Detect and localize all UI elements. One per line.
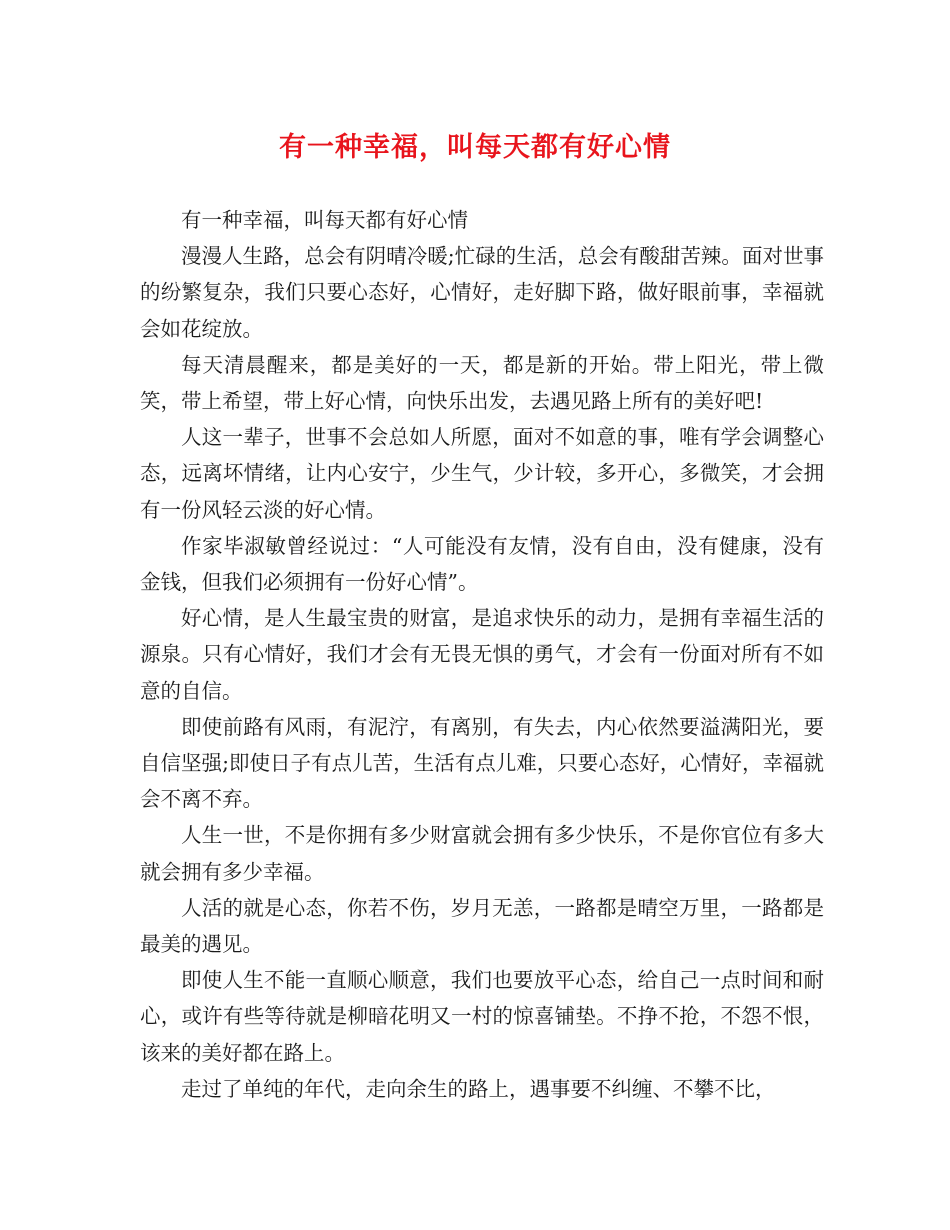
paragraph: 有一种幸福，叫每天都有好心情 bbox=[181, 208, 468, 232]
paragraph: 即使人生不能一直顺心顺意，我们也要放平心态，给自己一点时间和耐心，或许有些等待就是柳暗花明又一村的惊喜铺垫。不挣不抢，不怨不恨，该来的美好都在路上。 bbox=[140, 968, 824, 1065]
paragraph: 作家毕淑敏曾经说过：“人可能没有友情，没有自由，没有健康，没有金钱，但我们必须拥有一份好心情”。 bbox=[140, 533, 824, 595]
paragraph: 漫漫人生路，总会有阴晴冷暖;忙碌的生活，总会有酸甜苦辣。面对世事的纷繁复杂，我们只要心态好，心情好，走好脚下路，做好眼前事，幸福就会如花绽放。 bbox=[140, 244, 824, 341]
paragraph: 走过了单纯的年代，走向余生的路上，遇事要不纠缠、不攀不比， bbox=[181, 1076, 776, 1101]
paragraph: 人活的就是心态，你若不伤，岁月无恙，一路都是晴空万里，一路都是最美的遇见。 bbox=[140, 895, 824, 957]
document-title: 有一种幸福，叫每天都有好心情 bbox=[279, 132, 671, 163]
paragraph: 人这一辈子，世事不会总如人所愿，面对不如意的事，唯有学会调整心态，远离坏情绪，让内心安宁，少生气，少计较，多开心，多微笑，才会拥有一份风轻云淡的好心情。 bbox=[140, 425, 824, 522]
paragraph: 好心情，是人生最宝贵的财富，是追求快乐的动力，是拥有幸福生活的源泉。只有心情好，我们才会有无畏无惧的勇气，才会有一份面对所有不如意的自信。 bbox=[140, 606, 824, 703]
document-body bbox=[140, 202, 824, 1107]
paragraph: 人生一世，不是你拥有多少财富就会拥有多少快乐，不是你官位有多大就会拥有多少幸福。 bbox=[140, 823, 824, 884]
paragraph: 每天清晨醒来，都是美好的一天，都是新的开始。带上阳光，带上微笑，带上希望，带上好心情，向快乐出发，去遇见路上所有的美好吧! bbox=[140, 352, 824, 414]
paragraph: 即使前路有风雨，有泥泞，有离别，有失去，内心依然要溢满阳光，要自信坚强;即使日子有点儿苦，生活有点儿难，只要心态好，心情好，幸福就会不离不弃。 bbox=[140, 714, 824, 812]
